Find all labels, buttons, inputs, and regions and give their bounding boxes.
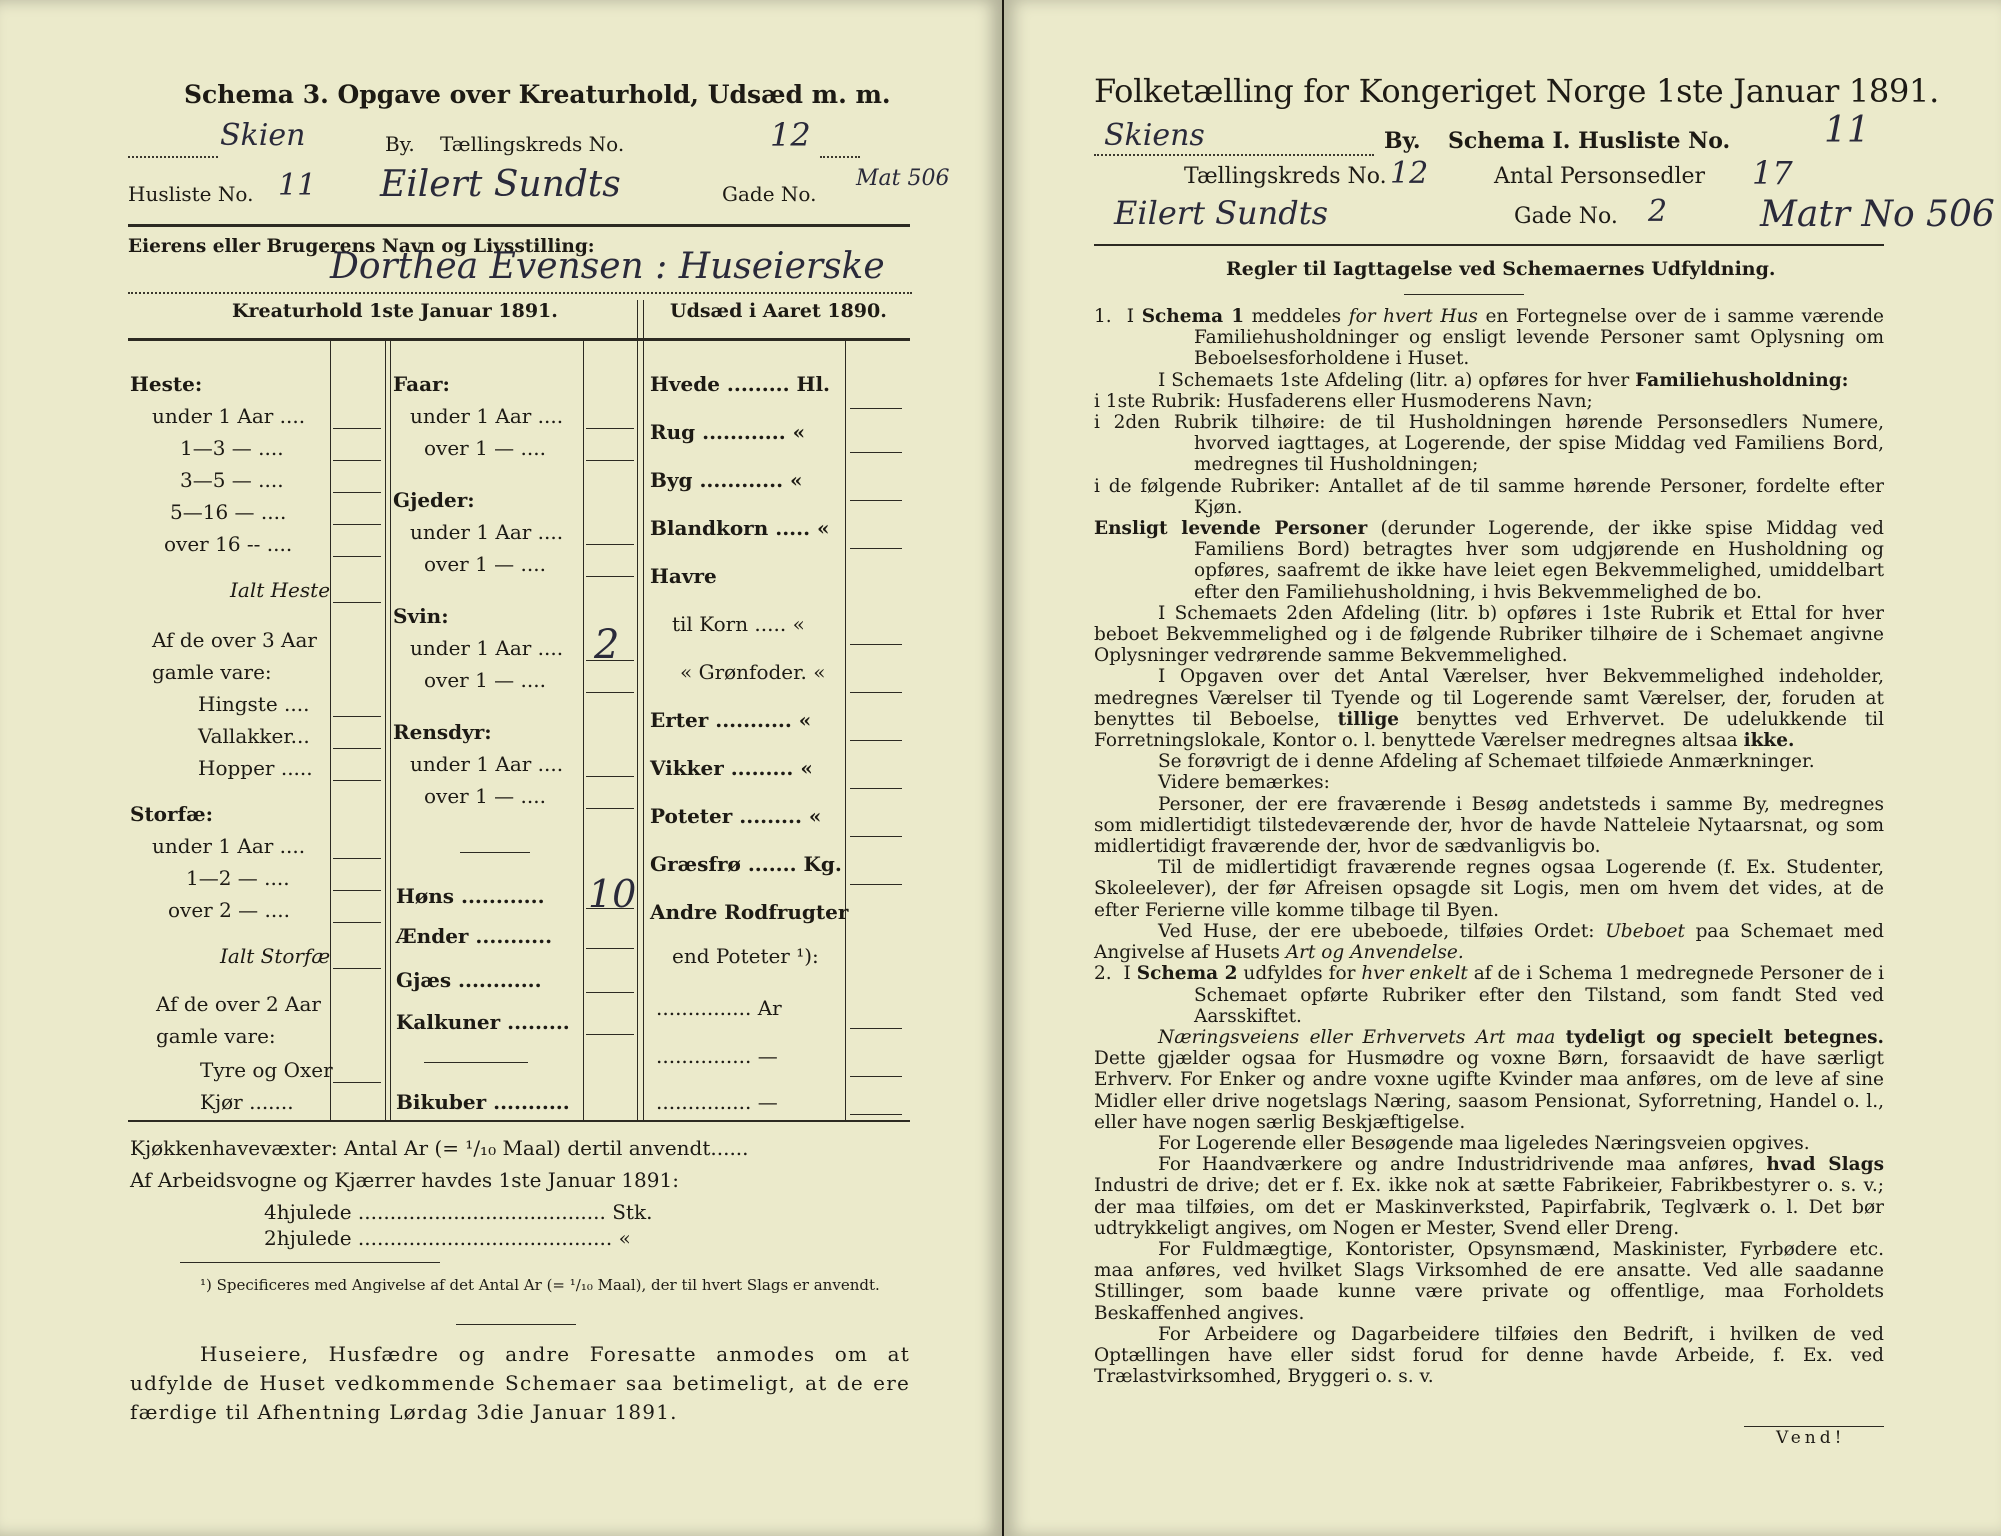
by-handwritten: Skien xyxy=(220,118,306,153)
rodfrugter-label: Andre Rodfrugter xyxy=(650,900,849,924)
census-title: Folketælling for Kongeriget Norge 1ste Januar 1891. xyxy=(1094,72,1939,110)
poteter-label: Poteter ......... « xyxy=(650,804,822,828)
vend: Vend! xyxy=(1776,1428,1846,1448)
schema3-title: Schema 3. Opgave over Kreaturhold, Udsæd m. m. xyxy=(184,80,891,109)
gjaes-label: Gjæs ............ xyxy=(396,968,542,992)
svin-label: Svin: xyxy=(393,604,449,628)
storfae-1-2: 1—2 — .... xyxy=(186,866,290,890)
ialt-storfae: Ialt Storfæ xyxy=(220,944,331,968)
havre-label: Havre xyxy=(650,564,717,588)
ar-row-2: ............... — xyxy=(656,1044,778,1068)
kreatur-header: Kreaturhold 1ste Januar 1891. xyxy=(232,300,558,322)
heste-label: Heste: xyxy=(130,372,203,396)
svin-u1: under 1 Aar .... xyxy=(410,636,564,660)
gjeder-label: Gjeder: xyxy=(393,488,475,512)
faar-over1: over 1 — .... xyxy=(424,436,546,460)
by-label: By. xyxy=(385,132,415,156)
kjokken-line: Kjøkkenhavevæxter: Antal Ar (= ¹/₁₀ Maal) dertil anvendt...... xyxy=(130,1136,749,1160)
street-handwritten: Eilert Sundts xyxy=(380,164,621,205)
udsaed-header: Udsæd i Aaret 1890. xyxy=(670,300,887,322)
af-over3: Af de over 3 Aar xyxy=(152,628,317,652)
heste-1-3: 1—3 — .... xyxy=(180,436,284,460)
hons-value: 10 xyxy=(588,872,637,916)
storfae-over2: over 2 — .... xyxy=(168,898,290,922)
gamle-vare-2: gamle vare: xyxy=(156,1024,276,1048)
hopper: Hopper ..... xyxy=(198,756,313,780)
gade-handwritten: Mat 506 xyxy=(856,166,950,191)
erter-label: Erter ........... « xyxy=(650,708,812,732)
hingste: Hingste .... xyxy=(198,692,310,716)
bikuber-label: Bikuber ........... xyxy=(396,1090,570,1114)
af-over2: Af de over 2 Aar xyxy=(156,992,321,1016)
rensdyr-label: Rensdyr: xyxy=(393,720,492,744)
ar-row-1: ............... Ar xyxy=(656,996,782,1020)
blandkorn-label: Blandkorn ..... « xyxy=(650,516,830,540)
tyre-oxer: Tyre og Oxer xyxy=(200,1058,333,1082)
graesfro-label: Græsfrø ....... Kg. xyxy=(650,852,842,876)
gronfoder: « Grønfoder. « xyxy=(680,660,826,684)
owner-handwritten: Dorthea Evensen : Huseierske xyxy=(330,246,885,287)
heste-u1: under 1 Aar .... xyxy=(152,404,306,428)
heste-5-16: 5—16 — .... xyxy=(170,500,287,524)
rensdyr-u1: under 1 Aar .... xyxy=(410,752,564,776)
tk-handwritten: 12 xyxy=(770,116,811,154)
vallakker: Vallakker... xyxy=(198,724,310,748)
faar-label: Faar: xyxy=(393,372,450,396)
faar-u1: under 1 Aar .... xyxy=(410,404,564,428)
end-poteter: end Poteter ¹): xyxy=(672,944,819,968)
closing-notice: Huseiere, Husfædre og andre Foresatte anmodes om at udfylde de Huset vedkommende Schemaer saa betimeligt, at de ere færdige til Afhentning Lørdag 3die Januar 1891. xyxy=(130,1342,910,1424)
antal-label: Antal Personsedler xyxy=(1494,164,1706,189)
storfae-label: Storfæ: xyxy=(130,802,214,826)
ialt-heste: Ialt Heste xyxy=(230,578,331,602)
hjul2-line: 2hjulede ........................................ « xyxy=(264,1226,631,1250)
hvede-label: Hvede ......... Hl. xyxy=(650,372,830,396)
gade-label: Gade No. xyxy=(722,182,817,206)
gjeder-over1: over 1 — .... xyxy=(424,552,546,576)
rensdyr-over1: over 1 — .... xyxy=(424,784,546,808)
owner-label: Eierens eller Brugerens Navn og Livsstilling: xyxy=(128,236,595,257)
schema1-label: Schema I. Husliste No. xyxy=(1448,128,1731,154)
til-korn: til Korn ..... « xyxy=(672,612,805,636)
husliste-label: Husliste No. xyxy=(128,182,254,206)
husliste-handwritten: 11 xyxy=(278,168,317,203)
heste-over16: over 16 -- .... xyxy=(164,532,293,556)
gamle-vare-1: gamle vare: xyxy=(152,660,272,684)
kjor: Kjør ....... xyxy=(200,1090,294,1114)
street-right-handwritten: Eilert Sundts xyxy=(1114,194,1328,232)
antal-handwritten: 17 xyxy=(1752,154,1793,192)
gade-right-handwritten: 2 xyxy=(1648,194,1668,229)
rules-title: Regler til Iagttagelse ved Schemaernes Udfyldning. xyxy=(1226,258,1776,280)
hons-label: Høns ............ xyxy=(396,884,545,908)
ar-row-3: ............... — xyxy=(656,1090,778,1114)
husliste-right-handwritten: 11 xyxy=(1824,110,1870,151)
footnote: ¹) Specificeres med Angivelse af det Antal Ar (= ¹/₁₀ Maal), der til hvert Slags er anvendt. xyxy=(200,1276,880,1294)
kalkuner-label: Kalkuner ......... xyxy=(396,1010,570,1034)
gade-label-right: Gade No. xyxy=(1514,204,1618,229)
vikker-label: Vikker ......... « xyxy=(650,756,813,780)
tk-label-right: Tællingskreds No. xyxy=(1184,164,1387,189)
rug-label: Rug ............ « xyxy=(650,420,806,444)
city-handwritten: Skiens xyxy=(1104,118,1205,153)
svin-value: 2 xyxy=(594,622,620,668)
rules-body: 1. I Schema 1 meddeles for hvert Hus en Fortegnelse over de i samme værende Familiehusholdninger og ensligt levende Personer samt Oplysning om Beboelsesforholdene i Huset. I Schemaets 1ste Afdeling (litr. a) opføres for hver Familiehusholdning: i 1ste Rubrik: Husfaderens eller Husmoderens Navn; i 2den Rubrik tilhøire: de til Husholdningen hørende Personsedlers Numere, hvorved iagttages, at Logerende, der spise Middag ved Familiens Bord, medregnes til Husholdningen; i de følgende Rubriker: Antallet af de til samme hørende Personer, fordelte efter Kjøn. Ensligt levende Personer (derunder Logerende, der ikke spise Middag ved Familiens Bord) betragtes hver som udgjørende en Husholdning og opføres, saafremt de ikke have leiet egen Bekvemmelighed, umiddelbart efter den Familiehusholdning, i hvis Bekvemmelighed de bo. I Schemaets 2den Afdeling (litr. b) opføres i 1ste Rubrik et Ettal for hver beboet Bekvemmelighed og i de følgende Rubriker tilhøire de i Schemaet angivne Oplysninger vedrørende samme Bekvemmelighed. I Opgaven over det Antal Værelser, hver Bekvemmelighed indeholder, medregnes Værelser til Tyende og til Logerende samt Værelser, der, foruden at benyttes til Beboelse, tillige benyttes ved Erhvervet. De udelukkende til Forretningslokale, Kontor o. l. benyttede Værelser medregnes altsaa ikke. Se forøvrigt de i denne Afdeling af Schemaet tilføiede Anmærkninger. Videre bemærkes: Personer, der ere fraværende i Besøg andetsteds i samme By, medregnes som midlertidigt tilstedeværende der, hvor de havde Natteleie Nytaarsnat, og som midlertidigt fraværende der, hvor de sædvanligvis bo. Til de midlertidigt fraværende regnes ogsaa Logerende (f. Ex. Studenter, Skoleelever), der før Afreisen opsagde sit Logis, men om hvem det vides, at de efter Ferierne ville komme tilbage til Byen. Ved Huse, der ere ubeboede, tilføies Ordet: Ubeboet paa Schemaet med Angivelse af Husets Art og Anvendelse. 2. I Schema 2 udfyldes for hver enkelt af de i Schema 1 medregnede Personer de i Schemaet opførte Rubriker efter den Tilstand, som fandt Sted ved Aarsskiftet. Næringsveiens eller Erhvervets Art maa tydeligt og specielt betegnes. Dette gjælder ogsaa for Husmødre og voxne Børn, forsaavidt de have særligt Erhverv. For Enker og andre voxne ugifte Kvinder maa anføres, om de leve af sine Midler eller drive nogetslags Næring, saasom Pensionat, Syforretning, Handel o. l., eller have nogen særlig Beskjæftigelse. For Logerende eller Besøgende maa ligeledes Næringsveien opgives. For Haandværkere og andre Industridrivende maa anføres, hvad Slags Industri de drive; det er f. Ex. ikke nok at sætte Fabrikeier, Fabrikbestyrer o. s. v.; der maa tilføies, om det er Maskinverksted, Papirfabrik, Teglværk o. l. Det bør udtrykkeligt angives, om Nogen er Mester, Svend eller Dreng. For Fuldmægtige, Kontorister, Opsynsmænd, Maskinister, Fyrbødere etc. maa anføres, ved hvilket Slags Virksomhed de ere ansatte. Ved alle saadanne Stillinger, som baade kunne være private og offentlige, maa Forholdets Beskaffenhed angives. For Arbeidere og Dagarbeidere tilføies den Bedrift, i hvilken de ved Optællingen have eller sidst forud for denne havde Arbeide, f. Ex. ved Trælastvirksomhed, Bryggeri o. s. v. xyxy=(1094,306,1885,1388)
by-label-right: By. xyxy=(1384,128,1421,154)
arbeid-line: Af Arbeidsvogne og Kjærrer havdes 1ste Januar 1891: xyxy=(130,1168,679,1192)
aender-label: Ænder ........... xyxy=(396,924,553,948)
right-page xyxy=(1004,0,2001,1536)
hjul4-line: 4hjulede ....................................... Stk. xyxy=(264,1200,653,1224)
svin-over1: over 1 — .... xyxy=(424,668,546,692)
matr-handwritten: Matr No 506 xyxy=(1760,194,1995,235)
storfae-u1: under 1 Aar .... xyxy=(152,834,306,858)
tk-label: Tællingskreds No. xyxy=(440,132,625,156)
byg-label: Byg ............ « xyxy=(650,468,803,492)
tk-right-handwritten: 12 xyxy=(1390,156,1429,191)
gjeder-u1: under 1 Aar .... xyxy=(410,520,564,544)
heste-3-5: 3—5 — .... xyxy=(180,468,284,492)
